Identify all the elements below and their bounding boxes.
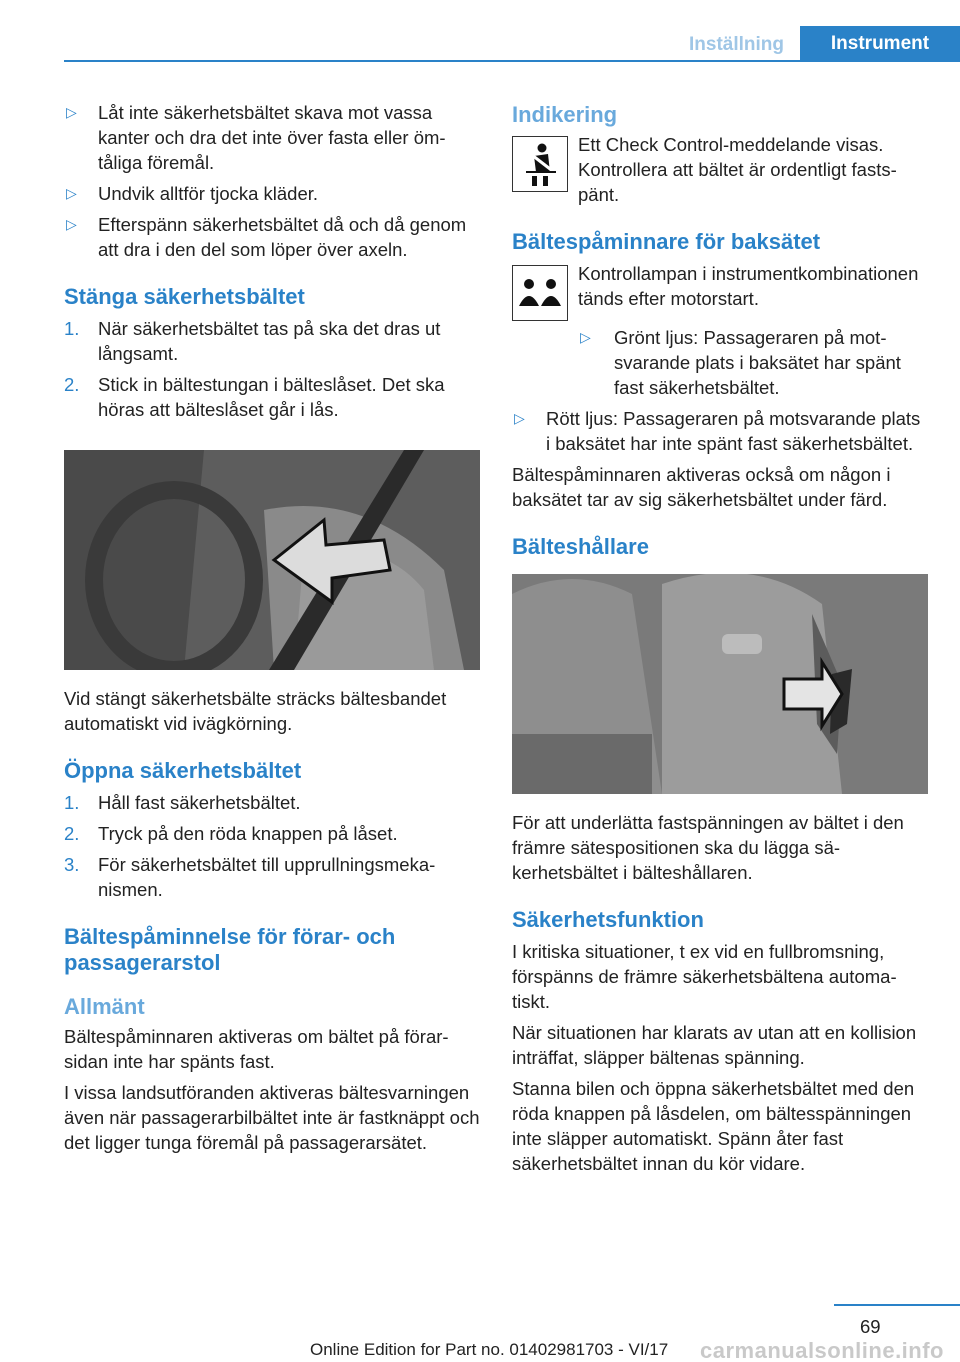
reminder-heading: Bältespåminnelse för förar- och passagerarstol [64,924,396,975]
edition-text: Online Edition for Part no. 01402981703 - VI/17 [310,1340,669,1359]
photo-caption: Vid stängt säkerhetsbälte sträcks bältesbandet automatiskt vid ivägkörning. [64,688,447,734]
page-header [64,26,960,62]
general-heading: Allmänt [64,994,145,1019]
safety-heading: Säkerhetsfunktion [512,907,704,932]
rear-passengers-icon [512,265,568,321]
seatbelt-photo [64,450,480,670]
list-item: 2. Stick in bältestungan i bälteslåset. Det ska höras att bälteslåset går i lås. [64,374,445,420]
list-item: 1. När säkerhetsbältet tas på ska det dras ut långsamt. [64,318,441,364]
watermark: carmanualsonline.info [700,1338,944,1362]
left-column [64,100,480,1161]
holder-heading: Bälteshållare [512,534,649,559]
open-belt-heading: Öppna säkerhetsbältet [64,758,302,783]
triangle-bullet-icon: ▷ [514,410,525,426]
paragraph: Bältespåminnaren aktiveras också om någon i baksätet tar av sig säkerhetsbältet under färd. [512,464,891,510]
page-number: 69 [860,1316,881,1337]
list-item: 1. Håll fast säkerhetsbältet. [64,792,301,813]
header-rule [64,60,960,62]
indication-block: Ett Check Control-meddelande visas. Kontrollera att bältet är ordentligt fastspänt. [512,132,928,207]
footer-rule [834,1304,960,1306]
belt-holder-photo [512,574,928,794]
seatbelt-warning-icon [512,136,568,192]
paragraph: Stanna bilen och öppna säkerhetsbältet med den röda knappen på låsdelen, om bältesspänningen inte släpper automatiskt. Spänn åter fast säkerhetsbältet innan du kör vidare. [512,1078,915,1174]
triangle-bullet-icon: ▷ [66,185,77,201]
triangle-bullet-icon: ▷ [66,104,77,120]
paragraph: När situationen har klarats av utan att en kollision inträffat, släpper bältenas spänning. [512,1022,917,1068]
tab-instrument[interactable]: Instrument [800,26,960,62]
list-item: ▷ Undvik alltför tjocka kläder. [66,183,319,204]
paragraph: Bältespåminnaren aktiveras om bältet på förarsidan inte har spänts fast. [64,1026,449,1072]
triangle-bullet-icon: ▷ [66,216,77,232]
rear-indication-block: Kontrollampan i instrumentkombinationen tänds efter motorstart. [512,261,928,321]
rear-reminder-heading: Bältespåminnare för baksätet [512,229,821,254]
triangle-bullet-icon: ▷ [580,329,591,345]
list-item: ▷ Rött ljus: Passageraren på motsvarande plats i baksätet har inte spänt fast säkerhetsbältet. [514,408,921,454]
paragraph: I kritiska situationer, t ex vid en fullbromsning, förspänns de främre säkerhetsbältena automatiskt. [512,941,897,1012]
list-item: ▷ Grönt ljus: Passageraren på motsvarande plats i baksätet har spänt fast säkerhetsbältet. [580,327,901,398]
list-item: 3. För säkerhetsbältet till upprullningsmekanismen. [64,854,436,900]
list-item: ▷ Låt inte säkerhetsbältet skava mot vassa kanter och dra det inte över fasta eller ömtåliga föremål. [66,102,446,173]
photo-caption: För att underlätta fastspänningen av bältet i den främre sätespositionen ska du lägga säkerhetsbältet i bälteshållaren. [512,812,904,883]
paragraph: I vissa landsutföranden aktiveras bältesvarningen även när passagerarbilbältet inte är fastknäppt och det ligger tunga föremål på passagerarsätet. [64,1082,480,1153]
close-belt-heading: Stänga säkerhetsbältet [64,284,305,309]
list-item: 2. Tryck på den röda knappen på låset. [64,823,398,844]
indication-heading: Indikering [512,102,618,127]
right-column [512,100,928,1182]
list-item: ▷ Efterspänn säkerhetsbältet då och då genom att dra i den del som löper över axeln. [66,214,467,260]
tab-installning[interactable]: Inställning [689,34,784,55]
